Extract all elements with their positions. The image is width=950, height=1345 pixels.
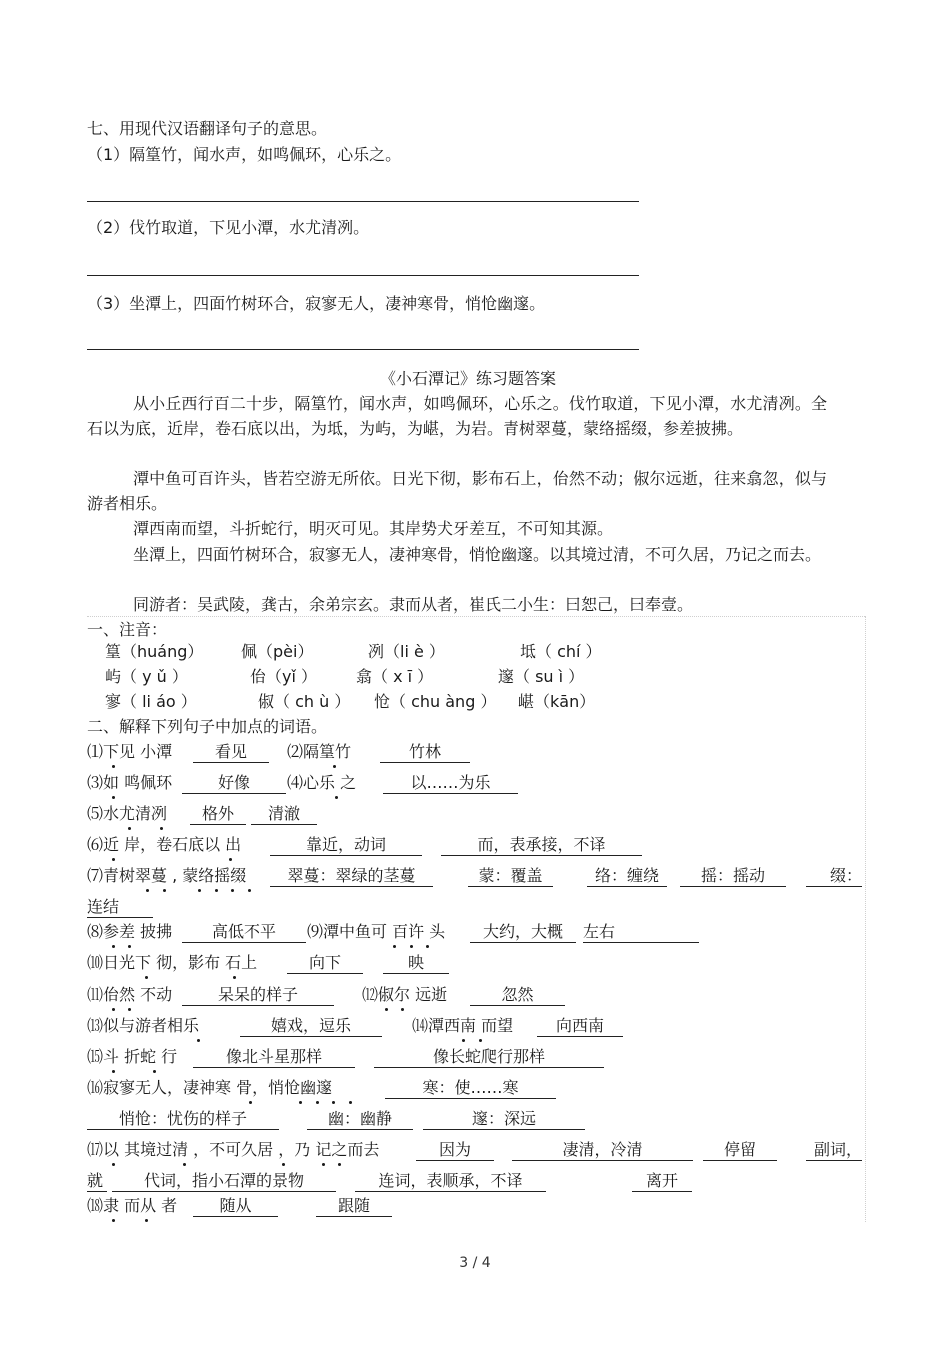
item-answer: 摇：摇动	[680, 868, 786, 887]
item-question: ⑴下见 小潭	[87, 742, 173, 761]
emphasis-dot	[332, 1101, 335, 1104]
emphasis-dot	[229, 858, 232, 861]
emphasis-dot	[160, 827, 163, 830]
item-answer: 邃：深远	[423, 1111, 585, 1130]
emphasis-dot	[145, 976, 148, 979]
emphasis-dot	[393, 945, 396, 948]
phonetic-item: 翕（ x ī ）	[356, 667, 434, 686]
text-paragraph-1: 从小丘西行百二十步，隔篁竹，闻水声，如鸣佩环，心乐之。伐竹取道，下见小潭，水尤清冽。全石以为底，近岸，卷石底以出，为坻，为屿，为嵁，为岩。青树翠蔓，蒙络摇缀，参差披拂。	[87, 394, 827, 438]
answer-line-3[interactable]	[87, 349, 639, 350]
item-answer: 映	[383, 955, 449, 974]
item-answer: 离开	[632, 1173, 692, 1192]
emphasis-dot	[349, 1101, 352, 1104]
item-answer: 连词，表顺承，不译	[355, 1173, 546, 1192]
item-question: ⒄以 其境过清 ，不可久居 ，乃 记之而去	[87, 1140, 380, 1159]
phonetic-item: 怆（ chu àng ）	[374, 692, 497, 711]
item-question: ⑽日光下 彻，影布 石上	[87, 953, 258, 972]
answer-line-1[interactable]	[87, 201, 639, 202]
phonetic-item: 邃（ su ì ）	[498, 667, 585, 686]
emphasis-dot	[163, 889, 166, 892]
emphasis-dot	[112, 858, 115, 861]
emphasis-dot	[249, 1101, 252, 1104]
item-answer: 像长蛇爬行那样	[374, 1049, 604, 1068]
item-answer: 因为	[416, 1142, 494, 1161]
emphasis-dot	[215, 889, 218, 892]
emphasis-dot	[462, 1039, 465, 1042]
emphasis-dot	[112, 1070, 115, 1073]
emphasis-dot	[333, 765, 336, 768]
item-answer: 络：缠绕	[587, 868, 667, 887]
item-question: ⑵隔篁竹	[287, 742, 352, 761]
text-paragraph-5: 同游者：吴武陵，龚古，余弟宗玄。隶而从者，崔氏二小生：曰恕己，曰奉壹。	[133, 595, 694, 614]
item-question: ⒂斗 折蛇 行	[87, 1047, 178, 1066]
item-question: ⑿俶尔 远逝	[362, 985, 448, 1004]
item-answer: 副词，	[806, 1142, 862, 1161]
emphasis-dot	[112, 945, 115, 948]
item-answer: 呆呆的样子	[182, 987, 334, 1006]
emphasis-dot	[410, 945, 413, 948]
emphasis-dot	[426, 945, 429, 948]
question-1: （1）隔篁竹，闻水声，如鸣佩环，心乐之。	[87, 145, 402, 164]
item-answer: 靠近，动词	[270, 837, 422, 856]
item-question: ⒁潭西南 而望	[412, 1016, 514, 1035]
emphasis-dot	[248, 889, 251, 892]
item-question: ⑻参差 披拂	[87, 922, 173, 941]
item-answer: 像北斗星那样	[193, 1049, 355, 1068]
answer-frame-top	[87, 616, 865, 617]
answer-line-2[interactable]	[87, 275, 639, 276]
item-question: ⑶如 鸣佩环	[87, 773, 173, 792]
item-answer: 看见	[193, 744, 269, 763]
emphasis-dot	[231, 889, 234, 892]
item-question: ⒀似与游者相乐	[87, 1016, 200, 1035]
item-answer: 格外	[190, 806, 246, 825]
emphasis-dot	[338, 1163, 341, 1166]
item-question: ⑾佁然 不动	[87, 985, 173, 1004]
emphasis-dot	[479, 1039, 482, 1042]
phonetic-item: 屿（ y ǔ ）	[105, 667, 188, 686]
emphasis-dot	[401, 1008, 404, 1011]
question-2: （2）伐竹取道，下见小潭，水尤清冽。	[87, 218, 370, 237]
emphasis-dot	[316, 1101, 319, 1104]
item-question: ⑺青树翠蔓 , 蒙络摇缀	[87, 866, 247, 885]
item-answer: 以……为乐	[383, 775, 518, 794]
emphasis-dot	[385, 1008, 388, 1011]
item-answer: 左右	[583, 924, 699, 943]
item-answer: 忽然	[470, 987, 565, 1006]
emphasis-dot	[299, 1101, 302, 1104]
emphasis-dot	[183, 1163, 186, 1166]
text-paragraph-4: 坐潭上，四面竹树环合，寂寥无人，凄神寒骨，悄怆幽邃。以其境过清，不可久居，乃记之而去。	[133, 545, 822, 564]
emphasis-dot	[282, 1163, 285, 1166]
phonetic-item: 坻（ chí ）	[520, 642, 602, 661]
emphasis-dot	[146, 889, 149, 892]
item-answer: 凄清，冷清	[512, 1142, 693, 1161]
emphasis-dot	[112, 1008, 115, 1011]
item-answer: 跟随	[316, 1198, 392, 1217]
item-question: ⑷心乐 之	[287, 773, 357, 792]
item-answer: 随从	[193, 1198, 278, 1217]
text-paragraph-2: 潭中鱼可百许头，皆若空游无所依。日光下彻，影布石上，佁然不动；俶尔远逝，往来翕忽，似与游者相乐。	[87, 469, 827, 513]
item-answer: 缀：	[806, 868, 862, 887]
item-answer: 翠蔓：翠绿的茎蔓	[270, 868, 433, 887]
answer-frame-right	[865, 616, 866, 1222]
item-answer: 蒙：覆盖	[468, 868, 553, 887]
item-answer: 竹林	[380, 744, 470, 763]
phonetic-item: 佁（yǐ ）	[250, 667, 318, 686]
text-paragraph-3: 潭西南而望，斗折蛇行，明灭可见。其岸势犬牙差互，不可知其源。	[133, 519, 614, 538]
item-answer: 向西南	[537, 1018, 623, 1037]
emphasis-dot	[335, 796, 338, 799]
item-answer: 幽：幽静	[307, 1111, 413, 1130]
item-question: ⑼潭中鱼可 百许 头	[307, 922, 446, 941]
phonetic-item: 嵁（kān）	[518, 692, 596, 711]
page-number: 3 / 4	[459, 1255, 491, 1271]
emphasis-dot	[128, 1008, 131, 1011]
item-question: ⒃寂寥无人，凄神寒 骨，悄怆幽邃	[87, 1078, 333, 1097]
section7-heading: 七、用现代汉语翻译句子的意思。	[87, 119, 328, 138]
emphasis-dot	[128, 945, 131, 948]
emphasis-dot	[198, 889, 201, 892]
phonetic-item: 佩（pèi）	[241, 642, 314, 661]
item-question: ⑹近 岸，卷石底以 出	[87, 835, 242, 854]
item-answer: 大约，大概	[470, 924, 576, 943]
answer-title: 《小石潭记》练习题答案	[380, 369, 557, 388]
item-answer: 而，表承接，不译	[441, 837, 642, 856]
item-answer: 代词，指小石潭的景物	[112, 1173, 336, 1192]
emphasis-dot	[322, 1163, 325, 1166]
phonetic-item: 俶（ ch ù ）	[258, 692, 351, 711]
item-question: ⑸水尤清冽	[87, 804, 168, 823]
item-answer: 嬉戏，逗乐	[240, 1018, 382, 1037]
phonetic-heading: 一、注音：	[87, 620, 168, 639]
phonetic-item: 篁（huáng）	[105, 642, 204, 661]
emphasis-dot	[197, 1039, 200, 1042]
emphasis-dot	[145, 1219, 148, 1222]
emphasis-dot	[128, 827, 131, 830]
emphasis-dot	[112, 796, 115, 799]
item-answer: 停留	[703, 1142, 777, 1161]
phonetic-item: 冽（li è ）	[368, 642, 445, 661]
emphasis-dot	[112, 765, 115, 768]
emphasis-dot	[112, 1163, 115, 1166]
item-answer: 就	[87, 1173, 107, 1192]
item-answer: 高低不平	[182, 924, 306, 943]
item-answer: 悄怆：忧伤的样子	[87, 1111, 279, 1130]
phonetic-item: 寥（ li áo ）	[105, 692, 197, 711]
item-question: ⒅隶 而从 者	[87, 1196, 178, 1215]
item-answer: 向下	[287, 955, 363, 974]
item-answer: 好像	[182, 775, 286, 794]
item-answer: 寒：使……寒	[385, 1080, 556, 1099]
section2-heading: 二、解释下列句子中加点的词语。	[87, 717, 328, 736]
emphasis-dot	[233, 976, 236, 979]
question-3: （3）坐潭上，四面竹树环合，寂寥无人，凄神寒骨，悄怆幽邃。	[87, 294, 546, 313]
emphasis-dot	[112, 1219, 115, 1222]
item-answer: 连结	[87, 899, 153, 918]
item-answer: 清澈	[251, 806, 317, 825]
emphasis-dot	[153, 1070, 156, 1073]
